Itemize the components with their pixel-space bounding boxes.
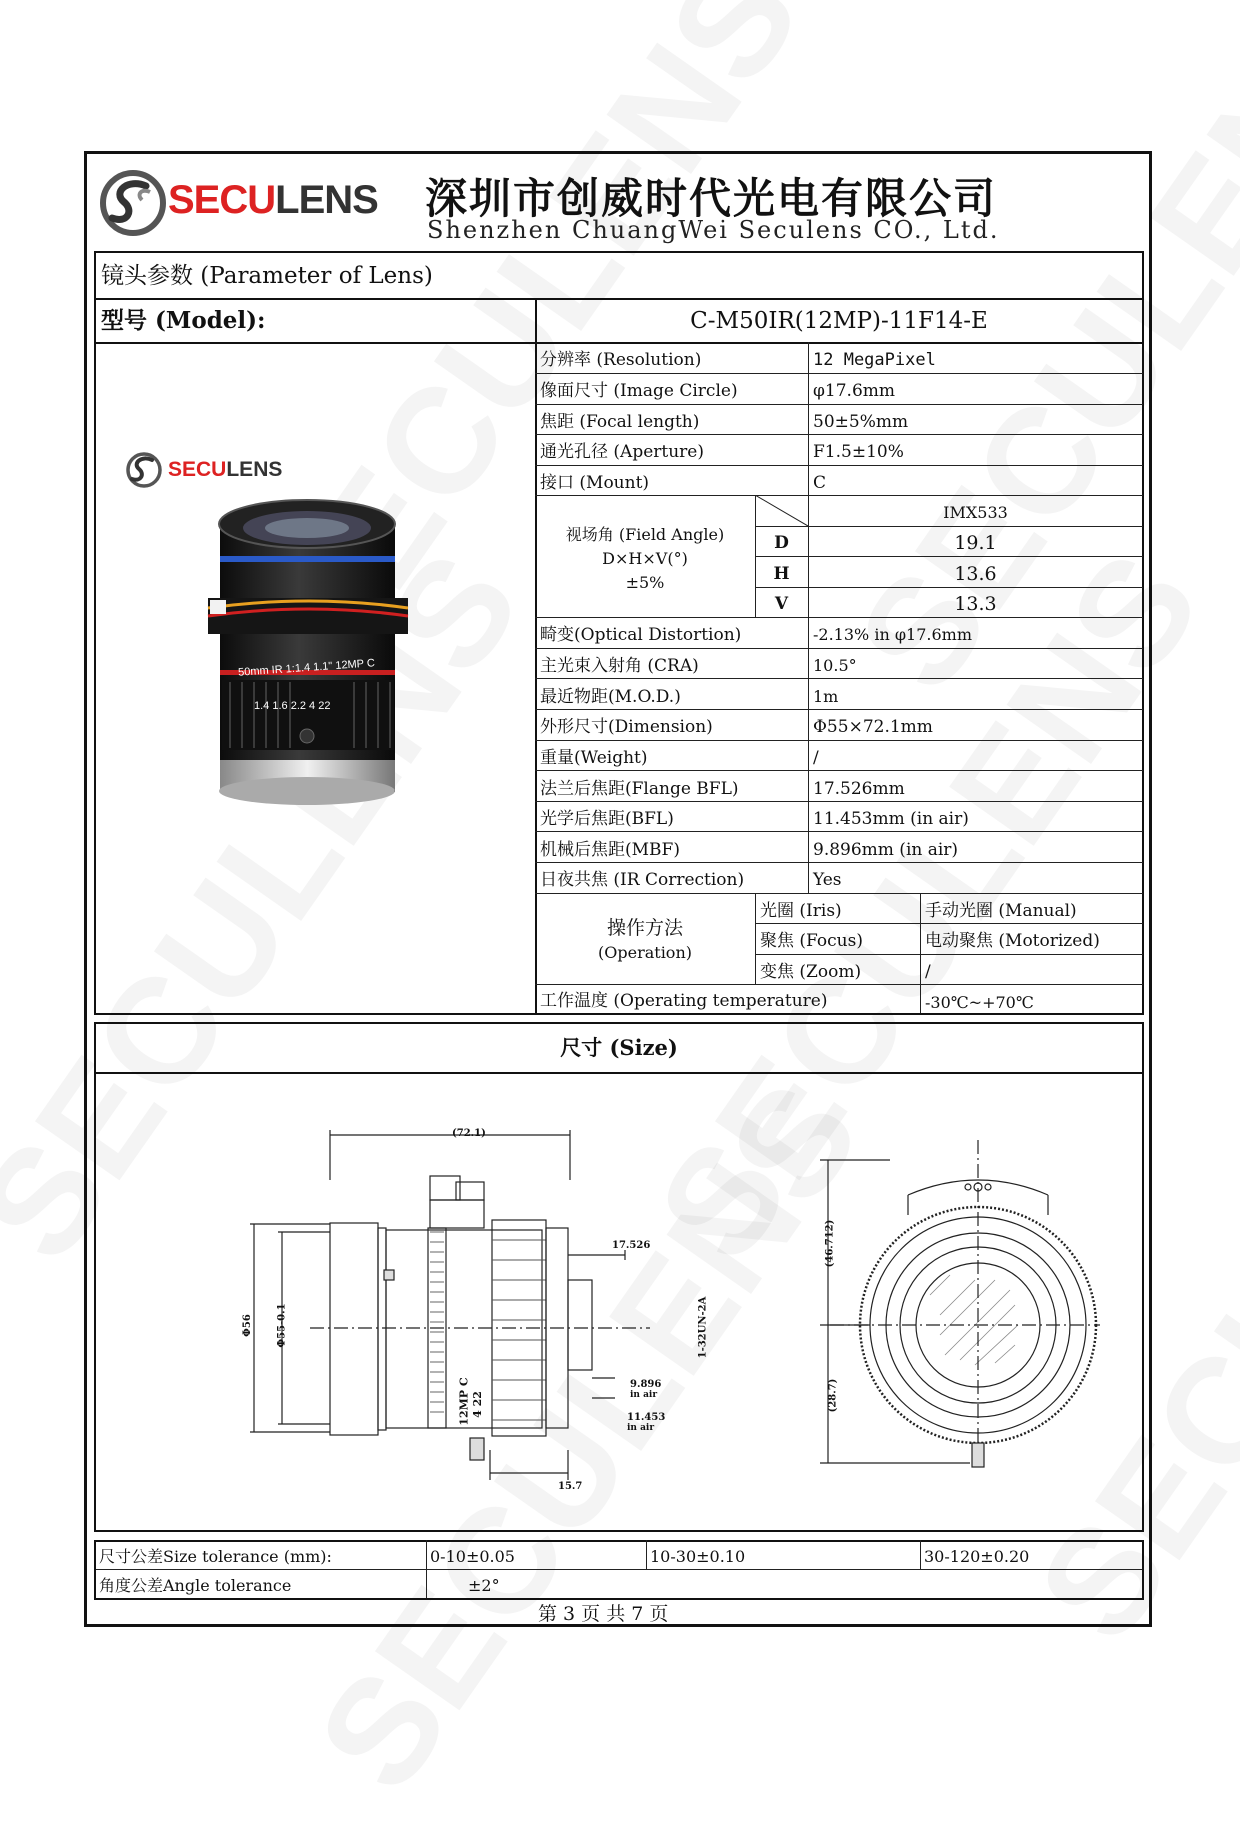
table-row-divider: [535, 617, 1143, 618]
spec-label: 光学后焦距(BFL): [540, 809, 674, 829]
spec-value: Yes: [813, 870, 842, 890]
operation-item: 聚焦 (Focus): [760, 931, 863, 951]
angle-value: 13.6: [954, 563, 997, 585]
spec-label: 接口 (Mount): [540, 473, 650, 493]
size-tolerance-value: 30-120±0.20: [924, 1547, 1030, 1566]
dim-thread: 1-32UN-2A: [697, 1296, 709, 1359]
spec-label: 分辨率 (Resolution): [540, 350, 702, 370]
company-name-cn: 深圳市创威时代光电有限公司: [425, 174, 998, 223]
product-logo-text: SECULENS: [168, 458, 283, 481]
table-row-divider: [535, 984, 1143, 985]
front-view-drawing: [800, 1125, 1100, 1485]
spec-value: 1m: [813, 687, 839, 706]
dim-length: (72.1): [452, 1128, 486, 1139]
spec-label: 外形尺寸(Dimension): [540, 717, 713, 737]
size-tolerance-value: 10-30±0.10: [650, 1547, 746, 1566]
spec-value: -2.13% in φ17.6mm: [813, 625, 972, 644]
side-view-drawing: [230, 1120, 710, 1520]
field-angle-unit: D×H×V(°): [602, 549, 688, 568]
model-value: C-M50IR(12MP)-11F14-E: [690, 308, 988, 334]
drawing-body-text: 12MP C: [457, 1377, 471, 1426]
table-row-divider: [535, 740, 1143, 741]
spec-label: 日夜共焦 (IR Correction): [540, 870, 745, 890]
table-row-divider: [535, 465, 1143, 466]
product-logo: [124, 450, 284, 490]
spec-label: 最近物距(M.O.D.): [540, 687, 681, 707]
dim-height-bottom: (28.7): [827, 1378, 839, 1413]
drawing-body-text-2: 4 22: [470, 1391, 484, 1418]
lens-marking-2: 1.4 1.6 2.2 4 22: [254, 700, 331, 712]
spec-label: 法兰后焦距(Flange BFL): [540, 779, 739, 799]
spec-label: 通光孔径 (Aperture): [540, 442, 704, 462]
model-label: 型号 (Model):: [101, 307, 266, 334]
field-angle-label: 视场角 (Field Angle): [565, 525, 725, 544]
spec-label: 焦距 (Focal length): [540, 412, 700, 432]
operation-item: 光圈 (Iris): [760, 901, 842, 921]
size-tolerance-label: 尺寸公差Size tolerance (mm):: [99, 1547, 332, 1566]
page-footer: 第 3 页 共 7 页: [538, 1603, 669, 1625]
table-row-divider: [535, 709, 1143, 710]
angle-tolerance-value: ±2°: [468, 1576, 500, 1595]
spec-value: 10.5°: [813, 656, 857, 675]
operation-value: 电动聚焦 (Motorized): [925, 931, 1100, 951]
angle-axis: D: [774, 533, 789, 553]
dim-bfl: 11.453: [627, 1412, 666, 1423]
angle-axis: V: [774, 594, 789, 614]
logo-mark-icon: [98, 168, 168, 238]
table-row-divider: [535, 373, 1143, 374]
dim-bottom: 15.7: [558, 1481, 583, 1492]
angle-tolerance-label: 角度公差Angle tolerance: [99, 1576, 292, 1595]
company-name-en: Shenzhen ChuangWei Seculens CO., Ltd.: [427, 216, 1000, 244]
dim-mbf-note: in air: [630, 1390, 658, 1400]
lens-marking-1: 50mm IR 1:1.4 1.1" 12MP C: [237, 657, 376, 679]
table-row-divider: [535, 404, 1143, 405]
temperature-value: -30℃~+70℃: [925, 993, 1034, 1012]
company-logo: [98, 166, 398, 240]
operation-value: 手动光圈 (Manual): [925, 901, 1077, 921]
operation-value: /: [925, 962, 931, 982]
temperature-label: 工作温度 (Operating temperature): [540, 991, 828, 1011]
table-row-divider: [535, 801, 1143, 802]
sensor-name: IMX533: [943, 503, 1008, 522]
dim-dia-outer: Φ56: [241, 1314, 253, 1337]
table-row-divider: [535, 770, 1143, 771]
spec-value: φ17.6mm: [813, 381, 895, 401]
angle-value: 19.1: [954, 532, 997, 554]
spec-label: 畸变(Optical Distortion): [540, 625, 742, 645]
field-angle-tolerance: ±5%: [625, 573, 665, 592]
spec-value: Φ55×72.1mm: [813, 717, 933, 737]
diagonal-divider: [755, 495, 808, 526]
table-row-divider: [535, 862, 1143, 863]
logo-mark-icon: [124, 450, 164, 490]
spec-value: 9.896mm (in air): [813, 840, 959, 860]
spec-value: 17.526mm: [813, 779, 905, 799]
spec-value: 50±5%mm: [813, 412, 909, 432]
section-title: 镜头参数 (Parameter of Lens): [101, 263, 433, 289]
dim-dia-inner: Φ55-0.1: [276, 1303, 288, 1348]
table-row-divider: [535, 434, 1143, 435]
table-row-divider: [535, 648, 1143, 649]
dim-flange: 17.526: [612, 1240, 651, 1251]
logo-text: SECULENS: [168, 178, 378, 222]
size-tolerance-value: 0-10±0.05: [430, 1547, 515, 1566]
product-photo: [120, 440, 420, 860]
table-row-divider: [535, 678, 1143, 679]
table-row-divider: [535, 495, 1143, 496]
size-title: 尺寸 (Size): [560, 1035, 678, 1060]
table-row-divider: [535, 831, 1143, 832]
dim-height-top: (46.712): [824, 1219, 836, 1268]
spec-value: F1.5±10%: [813, 442, 904, 462]
spec-label: 重量(Weight): [540, 748, 648, 768]
dim-bfl-note: in air: [627, 1423, 655, 1433]
spec-label: 像面尺寸 (Image Circle): [540, 381, 738, 401]
operation-label-en: (Operation): [598, 943, 692, 962]
table-row-divider: [535, 893, 1143, 894]
angle-value: 13.3: [954, 593, 997, 615]
spec-value: C: [813, 473, 827, 493]
spec-value: 12 MegaPixel: [813, 350, 936, 370]
operation-label: 操作方法: [606, 917, 683, 939]
spec-label: 主光束入射角 (CRA): [540, 656, 699, 676]
angle-axis: H: [773, 564, 790, 584]
spec-value: /: [813, 748, 819, 768]
spec-label: 机械后焦距(MBF): [540, 840, 680, 860]
lens-image: [200, 498, 410, 858]
operation-item: 变焦 (Zoom): [760, 962, 862, 982]
spec-value: 11.453mm (in air): [813, 809, 969, 829]
dim-mbf: 9.896: [630, 1379, 662, 1390]
